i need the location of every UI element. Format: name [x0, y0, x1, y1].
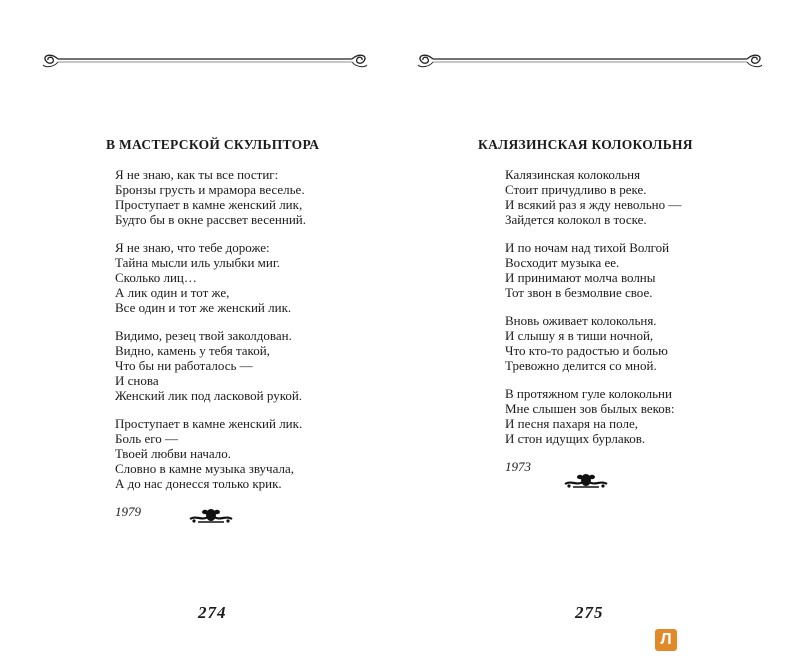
- poem-line: А лик один и тот же,: [115, 285, 230, 300]
- poem-year: 1979: [115, 504, 141, 519]
- poem-title: КАЛЯЗИНСКАЯ КОЛОКОЛЬНЯ: [478, 137, 693, 152]
- poem-line: И снова: [115, 373, 159, 388]
- poem-line: Восходит музыка ее.: [505, 255, 620, 270]
- poem-line: И всякий раз я жду невольно —: [505, 197, 682, 212]
- poem-line: Проступает в камне женский лик.: [115, 416, 303, 431]
- poem-line: Тот звон в безмолвие свое.: [505, 285, 653, 300]
- floral-vignette-ornament: [563, 470, 609, 490]
- poem-title: В МАСТЕРСКОЙ СКУЛЬПТОРА: [106, 137, 320, 152]
- poem-line: Вновь оживает колокольня.: [505, 313, 657, 328]
- poem-body: [505, 167, 681, 474]
- poem-line: Твоей любви начало.: [115, 446, 232, 461]
- header-rule-ornament: [415, 48, 765, 70]
- page-number: 274: [198, 603, 227, 622]
- poem-line: Женский лик под ласковой рукой.: [115, 388, 303, 403]
- poem-line: Тайна мысли иль улыбки миг.: [115, 255, 280, 270]
- poem-line: И по ночам над тихой Волгой: [505, 240, 670, 255]
- poem-line: Зайдется колокол в тоске.: [505, 212, 647, 227]
- poem-line: А до нас донесся только крик.: [115, 476, 282, 491]
- poem-line: Мне слышен зов былых веков:: [505, 401, 675, 416]
- poem-line: Сколько лиц…: [115, 270, 197, 285]
- page-number: 275: [575, 603, 604, 622]
- publisher-badge: Л: [655, 629, 677, 651]
- poem-line: И песня пахаря на поле,: [505, 416, 638, 431]
- poem-line: Тревожно делится со мной.: [505, 358, 657, 373]
- poem-year: 1973: [505, 459, 531, 474]
- stanza: [505, 167, 681, 227]
- stanza: [505, 313, 681, 373]
- poem-line: В протяжном гуле колокольни: [505, 386, 672, 401]
- poem-line: Я не знаю, как ты все постиг:: [115, 167, 279, 182]
- poem-line: И стон идущих бурлаков.: [505, 431, 646, 446]
- stanza: [505, 240, 681, 300]
- poem-line: Видно, камень у тебя такой,: [115, 343, 270, 358]
- poem-line: И принимают молча волны: [505, 270, 656, 285]
- poem-line: Видимо, резец твой заколдован.: [115, 328, 292, 343]
- poem-line: Бронзы грусть и мрамора веселье.: [115, 182, 305, 197]
- stanza: [505, 386, 681, 446]
- poem-line: Что бы ни работалось —: [115, 358, 253, 373]
- poem-line: Я не знаю, что тебе дороже:: [115, 240, 270, 255]
- poem-line: И слышу я в тиши ночной,: [505, 328, 654, 343]
- poem-line: Стоит причудливо в реке.: [505, 182, 647, 197]
- poem-line: Будто бы в окне рассвет весенний.: [115, 212, 306, 227]
- poem-line: Калязинская колокольня: [505, 167, 641, 182]
- poem-line: Словно в камне музыка звучала,: [115, 461, 294, 476]
- poem-line: Боль его —: [115, 431, 178, 446]
- poem-line: Что кто-то радостью и болью: [505, 343, 668, 358]
- poem-line: Проступает в камне женский лик,: [115, 197, 303, 212]
- poem-line: Все один и тот же женский лик.: [115, 300, 292, 315]
